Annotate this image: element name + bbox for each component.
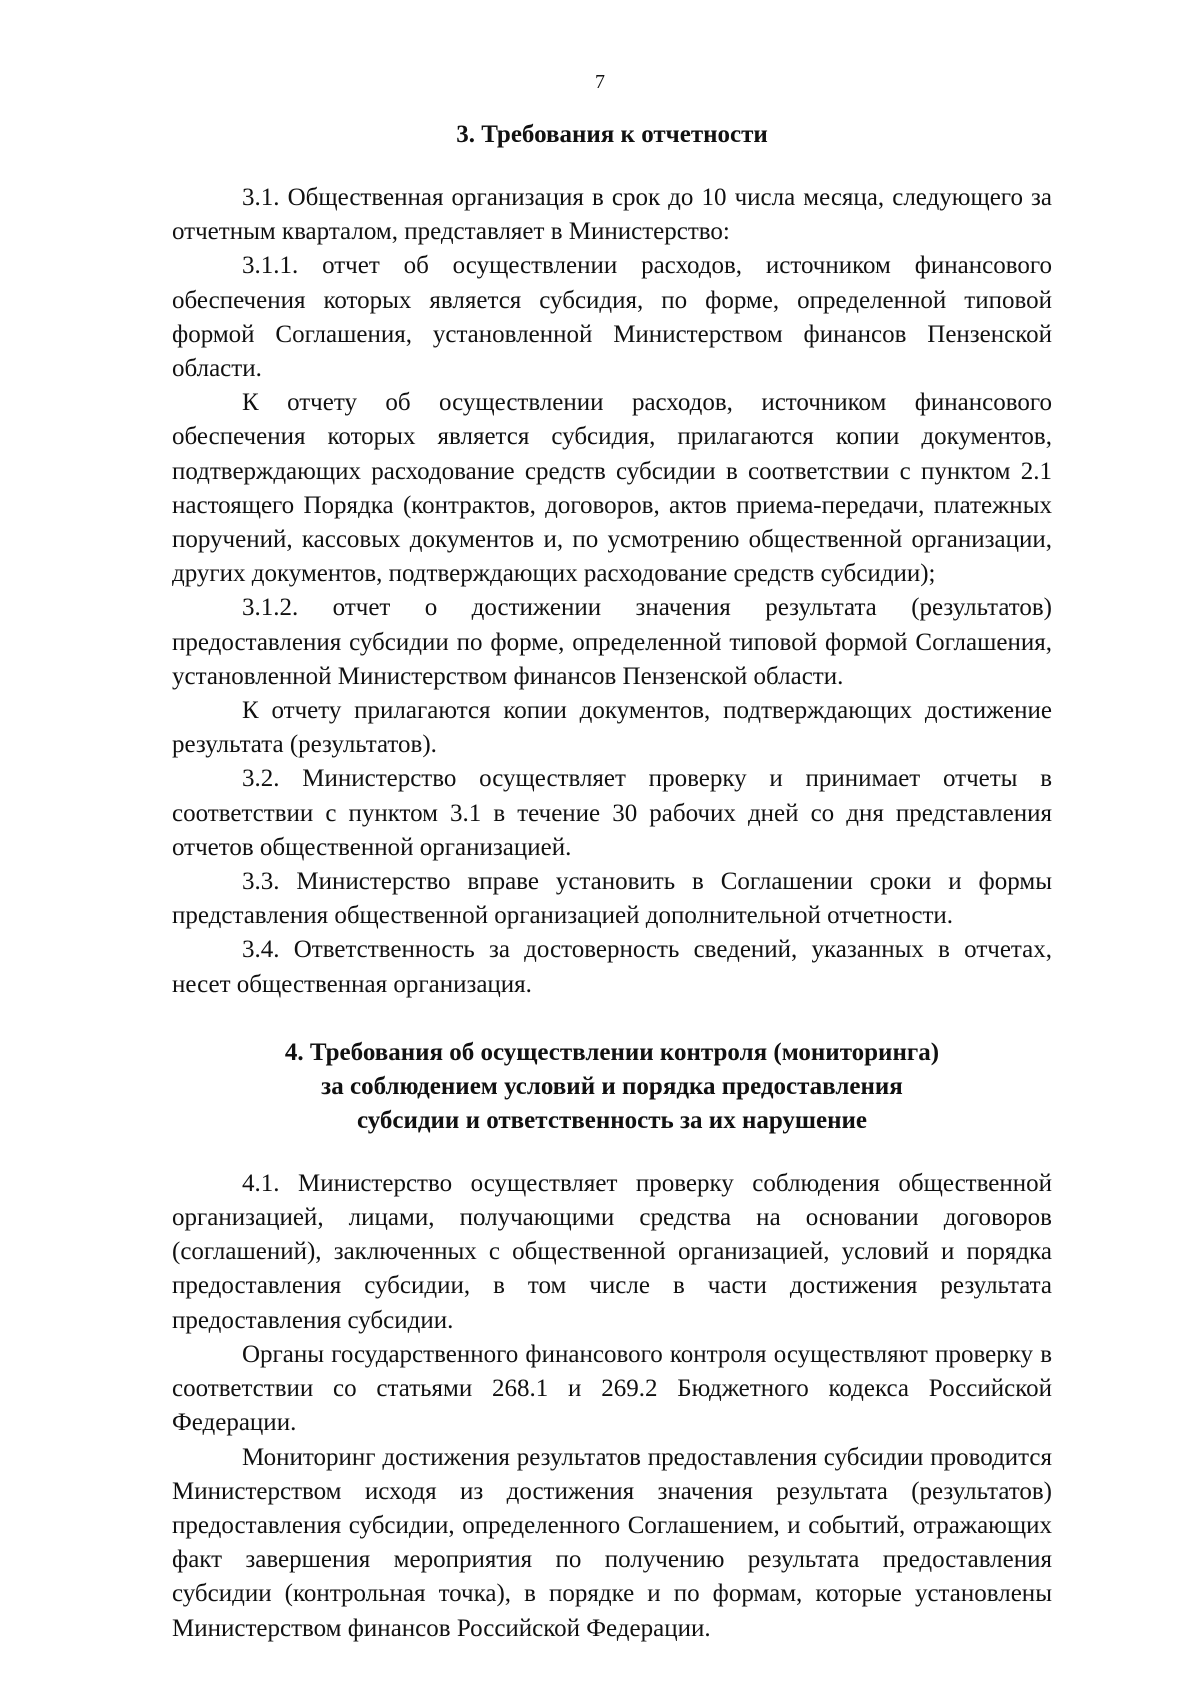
paragraph-3-1-1: 3.1.1. отчет об осуществлении расходов, источником финансового обеспечения которых является субсидия, по форме, определенной типовой формой Соглашения, установленной Министерством финансов Пензенской области. <box>172 252 1052 383</box>
section-4-heading-line: за соблюдением условий и порядка предоставления <box>321 1072 903 1100</box>
document-body <box>172 118 1052 1646</box>
section-3-heading: 3. Требования к отчетности <box>456 121 768 148</box>
page-number: 7 <box>595 71 605 93</box>
paragraph-4-1-financial-control: Органы государственного финансового контроля осуществляют проверку в соответствии со статьями 268.1 и 269.2 Бюджетного кодекса Российской Федерации. <box>172 1340 1052 1437</box>
section-4-heading <box>172 1036 1052 1138</box>
section-4-heading-line: субсидии и ответственность за их нарушение <box>356 1106 868 1134</box>
paragraph-4-1: 4.1. Министерство осуществляет проверку соблюдения общественной организацией, лицами, получающими средства на основании договоров (соглашений), заключенных с общественной организацией, условий и порядка предоставления субсидии, в том числе в части достижения результата предоставления субсидии. <box>172 1169 1052 1334</box>
paragraph-4-1-monitoring: Мониторинг достижения результатов предоставления субсидии проводится Министерством исходя из достижения значения результата (результатов) предоставления субсидии, определенного Соглашением, и событий, отражающих факт завершения мероприятия по получению результата предоставления субсидии (контрольная точка), в порядке и по формам, которые установлены Министерством финансов Российской Федерации. <box>172 1443 1052 1642</box>
paragraph-3-3: 3.3. Министерство вправе установить в Соглашении сроки и формы представления общественной организацией дополнительной отчетности. <box>172 868 1052 930</box>
paragraph-3-2: 3.2. Министерство осуществляет проверку и принимает отчеты в соответствии с пунктом 3.1 в течение 30 рабочих дней со дня представления отчетов общественной организацией. <box>172 765 1052 861</box>
paragraph-3-1-2-attachments: К отчету прилагаются копии документов, подтверждающих достижение результата (результатов). <box>172 697 1052 759</box>
section-4-heading-line: 4. Требования об осуществлении контроля (мониторинга) <box>284 1038 940 1066</box>
paragraph-3-1: 3.1. Общественная организация в срок до 10 числа месяца, следующего за отчетным кварталом, представляет в Министерство: <box>172 184 1052 246</box>
paragraph-3-1-2: 3.1.2. отчет о достижении значения результата (результатов) предоставления субсидии по форме, определенной типовой формой Соглашения, установленной Министерством финансов Пензенской области. <box>172 594 1052 690</box>
paragraph-3-4: 3.4. Ответственность за достоверность сведений, указанных в отчетах, несет общественная организация. <box>172 936 1052 998</box>
paragraph-3-1-1-attachments: К отчету об осуществлении расходов, источником финансового обеспечения которых является субсидия, прилагаются копии документов, подтверждающих расходование средств субсидии в соответствии с пунктом 2.1 настоящего Порядка (контрактов, договоров, актов приема-передачи, платежных поручений, кассовых документов и, по усмотрению общественной организации, других документов, подтверждающих расходование средств субсидии); <box>172 389 1052 588</box>
